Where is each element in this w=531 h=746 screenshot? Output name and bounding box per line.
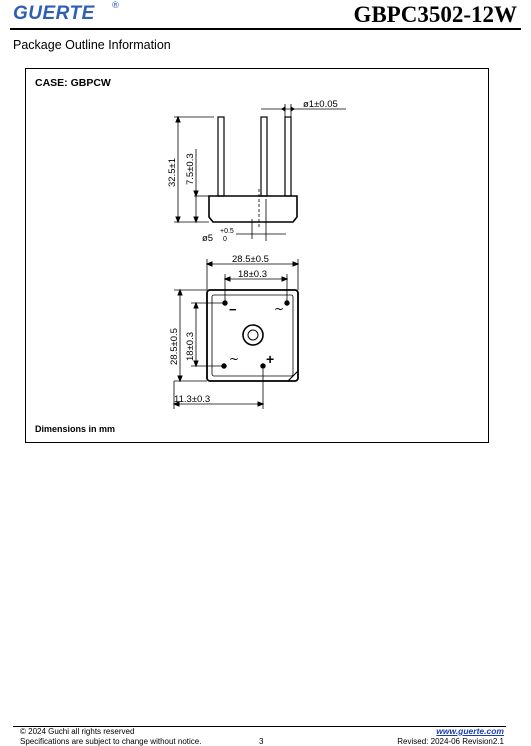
section-title: Package Outline Information: [13, 38, 171, 52]
page-number: 3: [259, 737, 264, 746]
pin-minus-label: −: [229, 302, 237, 317]
revision-text: Revised: 2024-06 Revision2.1: [397, 737, 504, 746]
part-number: GBPC3502-12W: [353, 2, 517, 27]
package-drawing: [26, 69, 490, 444]
registered-mark: ®: [111, 1, 120, 11]
pin-ac2-label: ~: [229, 352, 240, 366]
hole-diameter-label: ø5: [202, 233, 214, 244]
package-outline-box: [25, 68, 489, 443]
body-height-label: 7.5±0.3: [185, 153, 196, 185]
lead-spacing-label: 18±0.3: [238, 269, 267, 280]
copyright-text: © 2024 Guchi all rights reserved: [20, 727, 135, 736]
header-divider: [10, 28, 521, 30]
website-link[interactable]: www.guerte.com: [436, 726, 504, 736]
hole-tol-plus: +0.5: [220, 228, 234, 235]
pin-ac1-label: ~: [274, 302, 285, 316]
body-width-label: 28.5±0.5: [232, 254, 269, 265]
lead-spacing-vertical-label: 18±0.3: [185, 332, 196, 361]
units-note: Dimensions in mm: [35, 424, 116, 434]
lead-diameter-label: ø1±0.05: [303, 99, 338, 110]
disclaimer-text: Specifications are subject to change without notice.: [20, 737, 202, 746]
body-height-top-label: 28.5±0.5: [169, 328, 180, 365]
corner-offset-label: 11.3±0.3: [174, 394, 211, 405]
hole-tol-minus: 0: [223, 236, 227, 243]
total-height-label: 32.5±1: [167, 158, 178, 187]
side-view: [174, 104, 346, 241]
pin-plus-label: +: [266, 351, 275, 367]
brand-name: GUERTE: [13, 3, 95, 24]
case-label: CASE: GBPCW: [35, 77, 111, 89]
